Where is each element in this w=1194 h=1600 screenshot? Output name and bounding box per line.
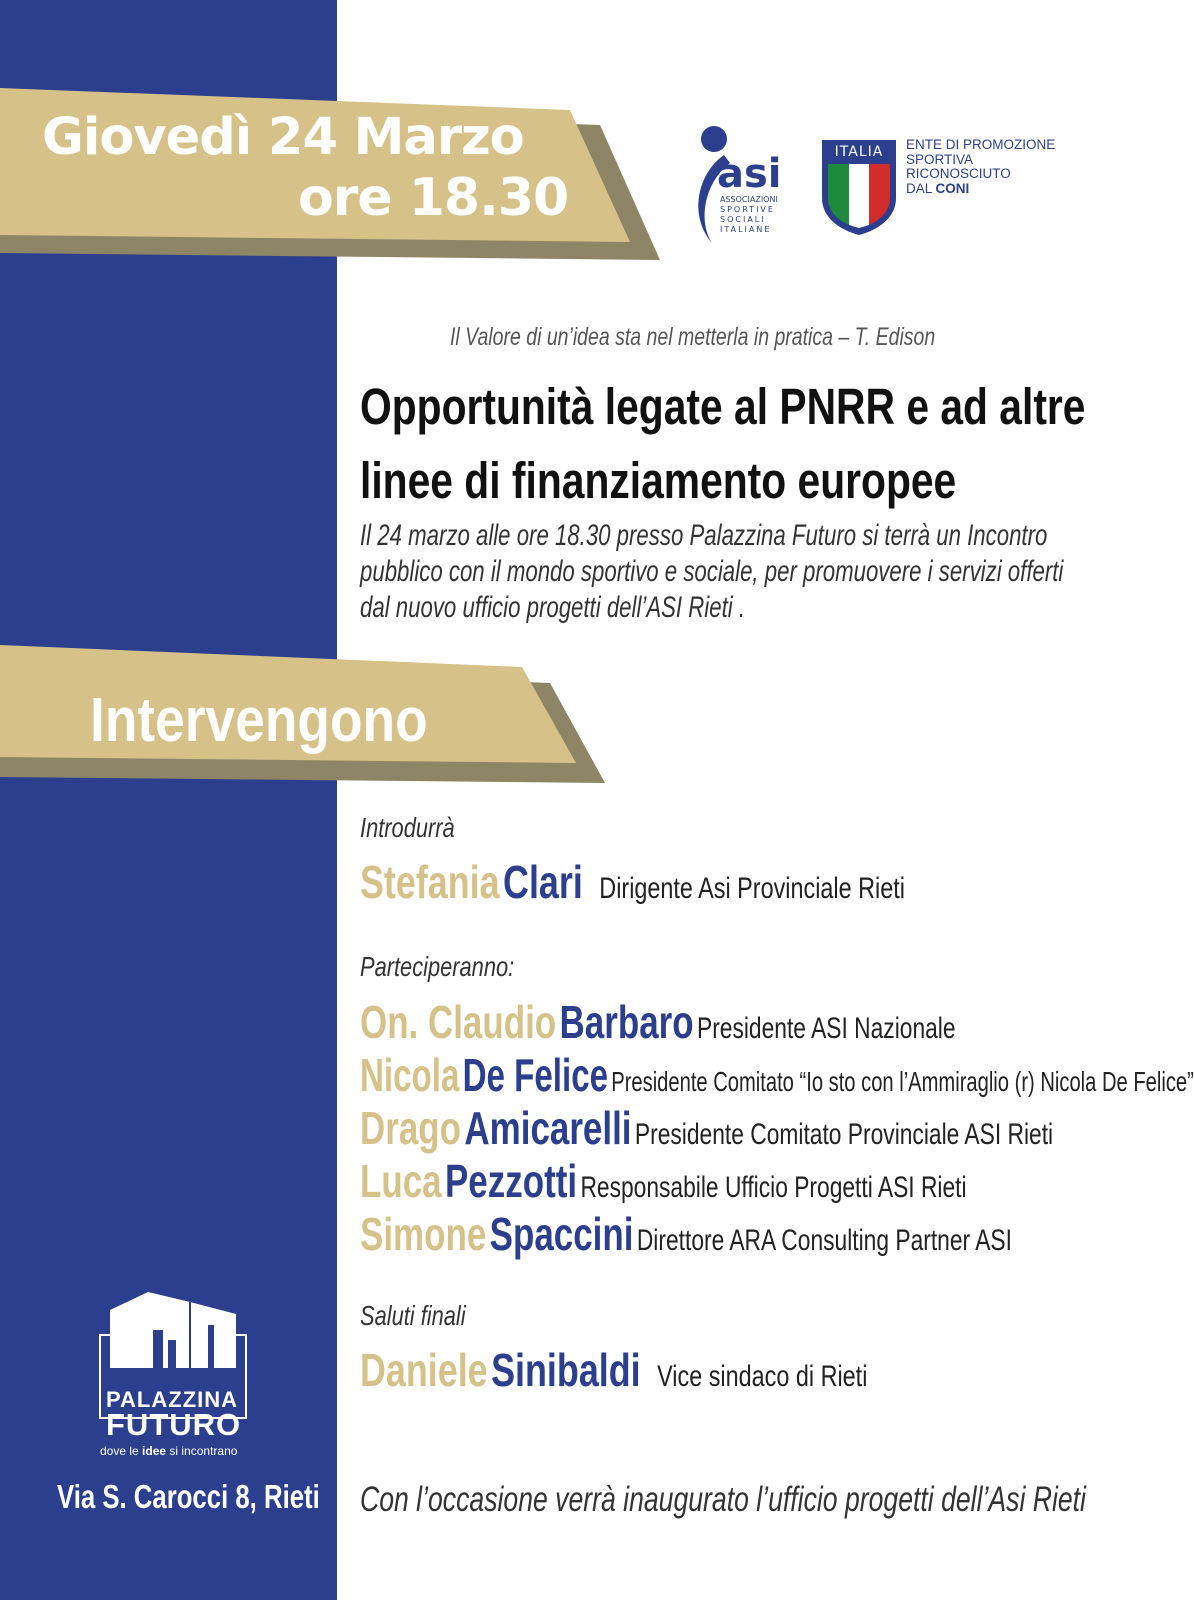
intro-label: Introdurrà: [360, 812, 455, 843]
svg-text:ITALIA: ITALIA: [834, 144, 884, 160]
palazzina-tagline: dove le idee si incontrano: [100, 1444, 238, 1458]
closing-label: Saluti finali: [360, 1300, 466, 1331]
edison-quote: Il Valore di un’idea sta nel metterla in pratica – T. Edison: [450, 323, 936, 351]
participant-row: Simone Spaccini Direttore ARA Consulting Partner ASI: [360, 1208, 1012, 1260]
italia-coni-badge: [820, 138, 898, 236]
speakers-heading: Intervengono: [90, 686, 428, 755]
event-description: Il 24 marzo alle ore 18.30 presso Palazzina Futuro si terrà un Incontro pubblico con il mondo sportivo e sociale, per promuovere i servizi offerti dal nuovo ufficio progetti dell’ASI Rieti .: [360, 519, 1064, 624]
palazzina-name: PALAZZINA: [106, 1387, 239, 1412]
svg-text:SPORTIVE: SPORTIVE: [720, 205, 775, 214]
participant-row: Drago Amicarelli Presidente Comitato Provinciale ASI Rieti: [360, 1102, 1054, 1154]
intro-speaker: Stefania Clari Dirigente Asi Provinciale Rieti: [360, 856, 905, 908]
futuro-name: FUTURO: [106, 1407, 242, 1442]
footer-message: Con l’occasione verrà inaugurato l’ufficio progetti dell’Asi Rieti: [360, 1480, 1086, 1519]
participants-label: Parteciperanno:: [360, 951, 515, 982]
closing-speaker: Daniele Sinibaldi Vice sindaco di Rieti: [360, 1344, 868, 1396]
svg-text:asi: asi: [717, 151, 782, 197]
participant-row: Luca Pezzotti Responsabile Ufficio Progetti ASI Rieti: [360, 1155, 967, 1207]
venue-address: Via S. Carocci 8, Rieti: [57, 1478, 320, 1515]
svg-text:ITALIANE: ITALIANE: [720, 225, 772, 234]
asi-logo: [690, 125, 805, 250]
svg-text:SOCIALI: SOCIALI: [720, 215, 766, 224]
participant-row: On. Claudio Barbaro Presidente ASI Nazionale: [360, 996, 956, 1048]
participant-row: Nicola De Felice Presidente Comitato “Io sto con l’Ammiraglio (r) Nicola De Felice”: [360, 1049, 1194, 1101]
event-date: Giovedì 24 Marzo: [42, 108, 524, 167]
coni-recognition-text: ENTE DI PROMOZIONE SPORTIVA RICONOSCIUTO DAL CONI: [906, 137, 1056, 196]
event-title: Opportunità legate al PNRR e ad altre linee di finanziamento europee: [360, 378, 1086, 509]
event-time: ore 18.30: [298, 168, 569, 228]
svg-text:ASSOCIAZIONI: ASSOCIAZIONI: [720, 195, 778, 204]
